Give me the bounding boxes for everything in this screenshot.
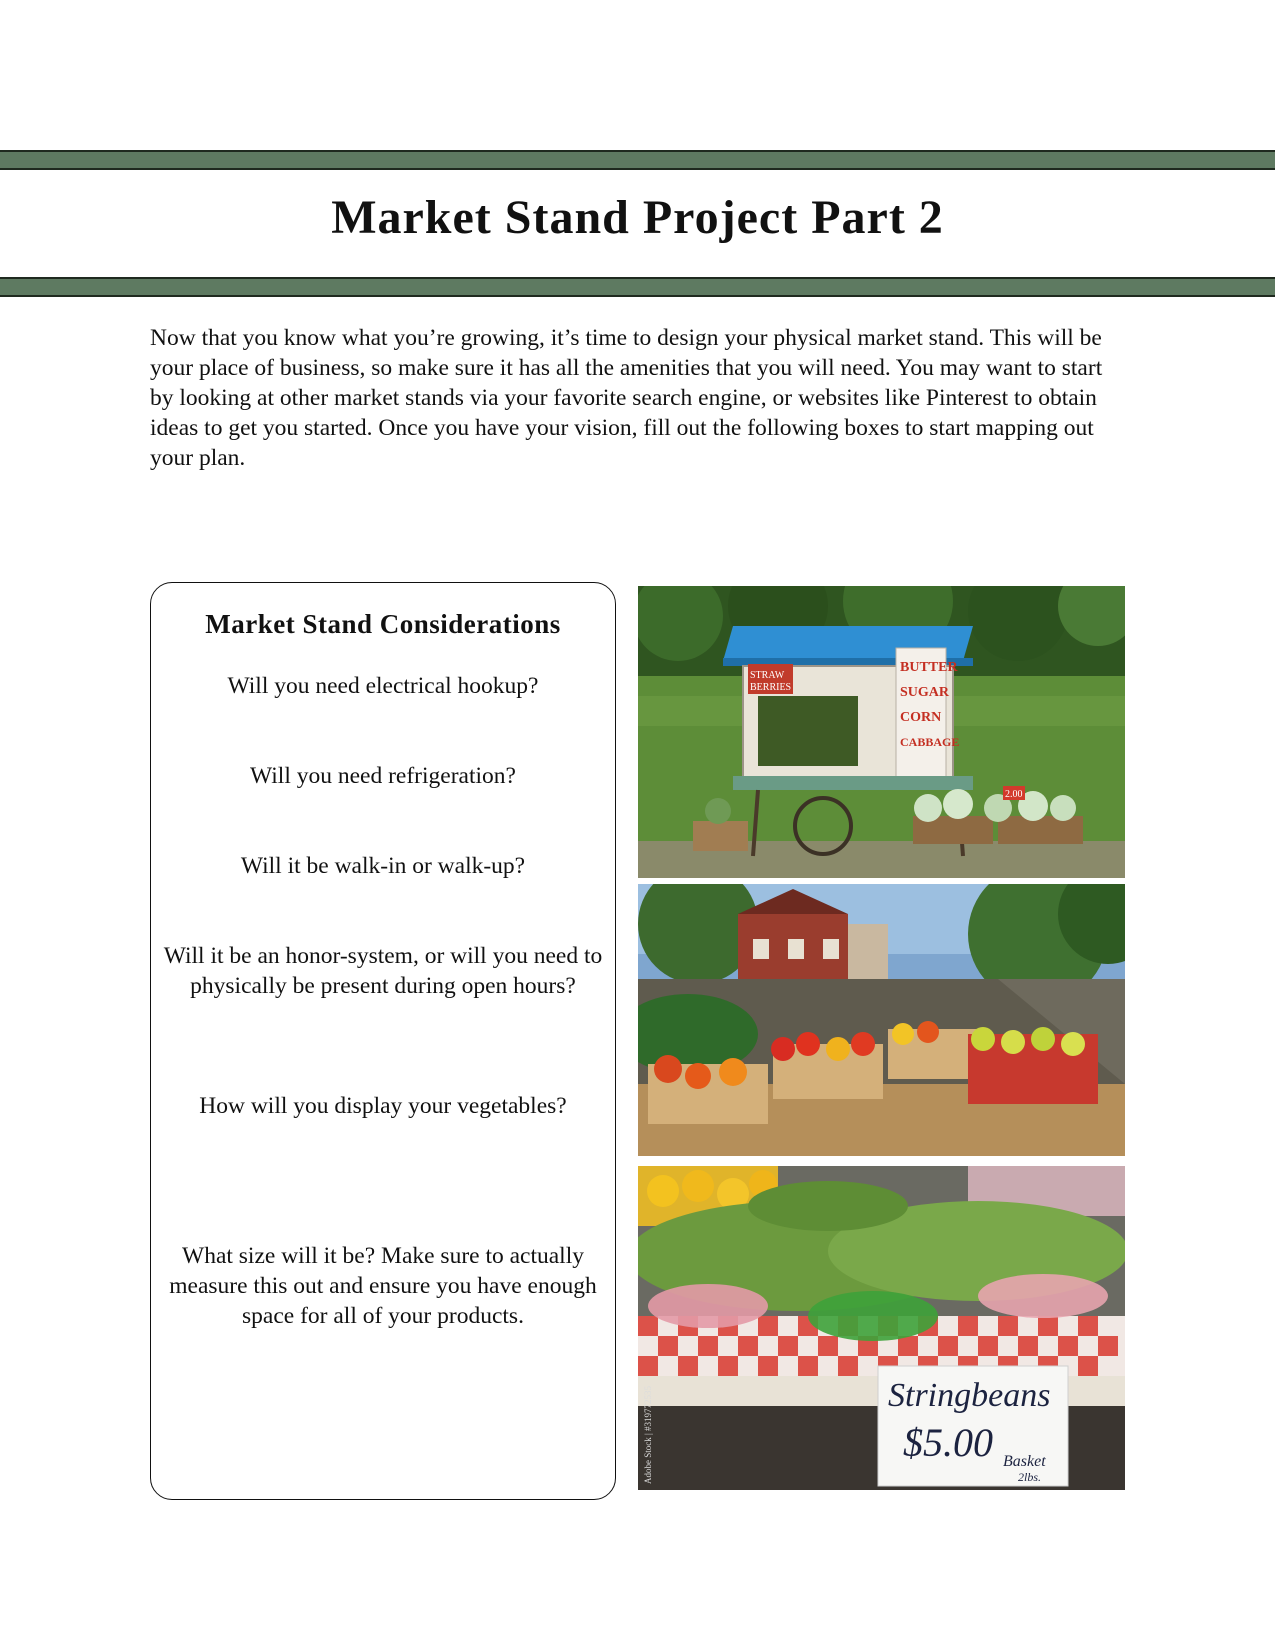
stand-sign-cabbage: CABBAGE xyxy=(900,735,960,749)
market-stand-photo xyxy=(638,586,1125,878)
header-band-bottom xyxy=(0,277,1275,297)
stand-price-tag: 2.00 xyxy=(1005,789,1023,800)
stand-sign-berries: BERRIES xyxy=(750,682,792,693)
stringbeans-photo xyxy=(638,1166,1125,1490)
street-market-photo xyxy=(638,884,1125,1156)
intro-paragraph: Now that you know what you’re growing, it’s time to design your physical market stand. This will be your place of business, so make sure it has all the amenities that you will need. You may want to start by looking at other market stands via your favorite search engine, or websites like Pinterest to obtain ideas to get you started. Once you have your vision, fill out the following boxes to start mapping out your plan. xyxy=(150,325,1103,471)
stand-sign-corn: CORN xyxy=(900,710,942,725)
stringbeans-sign-weight: 2lbs. xyxy=(1018,1470,1042,1484)
page-title: Market Stand Project Part 2 xyxy=(331,191,944,244)
stringbeans-sign-title: Stringbeans xyxy=(888,1377,1051,1414)
considerations-box xyxy=(150,582,616,1500)
stand-sign-butter: BUTTER xyxy=(900,660,958,675)
stand-sign-straw: STRAW xyxy=(750,670,785,681)
question-honor-system: Will it be an honor-system, or will you need to physically be present during open hours? xyxy=(163,943,603,999)
question-refrigeration: Will you need refrigeration? xyxy=(250,763,516,789)
question-walk-in: Will it be walk-in or walk-up? xyxy=(240,853,526,879)
stock-credit: Adobe Stock | #319772535 xyxy=(643,1385,653,1484)
stand-sign-sugar: SUGAR xyxy=(900,685,950,700)
header-band-top xyxy=(0,150,1275,170)
stringbeans-sign-unit: Basket xyxy=(1003,1453,1046,1470)
question-electrical: Will you need electrical hookup? xyxy=(227,673,539,699)
stringbeans-sign-price: $5.00 xyxy=(903,1420,993,1465)
question-display: How will you display your vegetables? xyxy=(199,1093,567,1119)
considerations-title: Market Stand Considerations xyxy=(205,609,561,639)
question-size: What size will it be? Make sure to actually measure this out and ensure you have enough space for all of your products. xyxy=(169,1243,597,1329)
